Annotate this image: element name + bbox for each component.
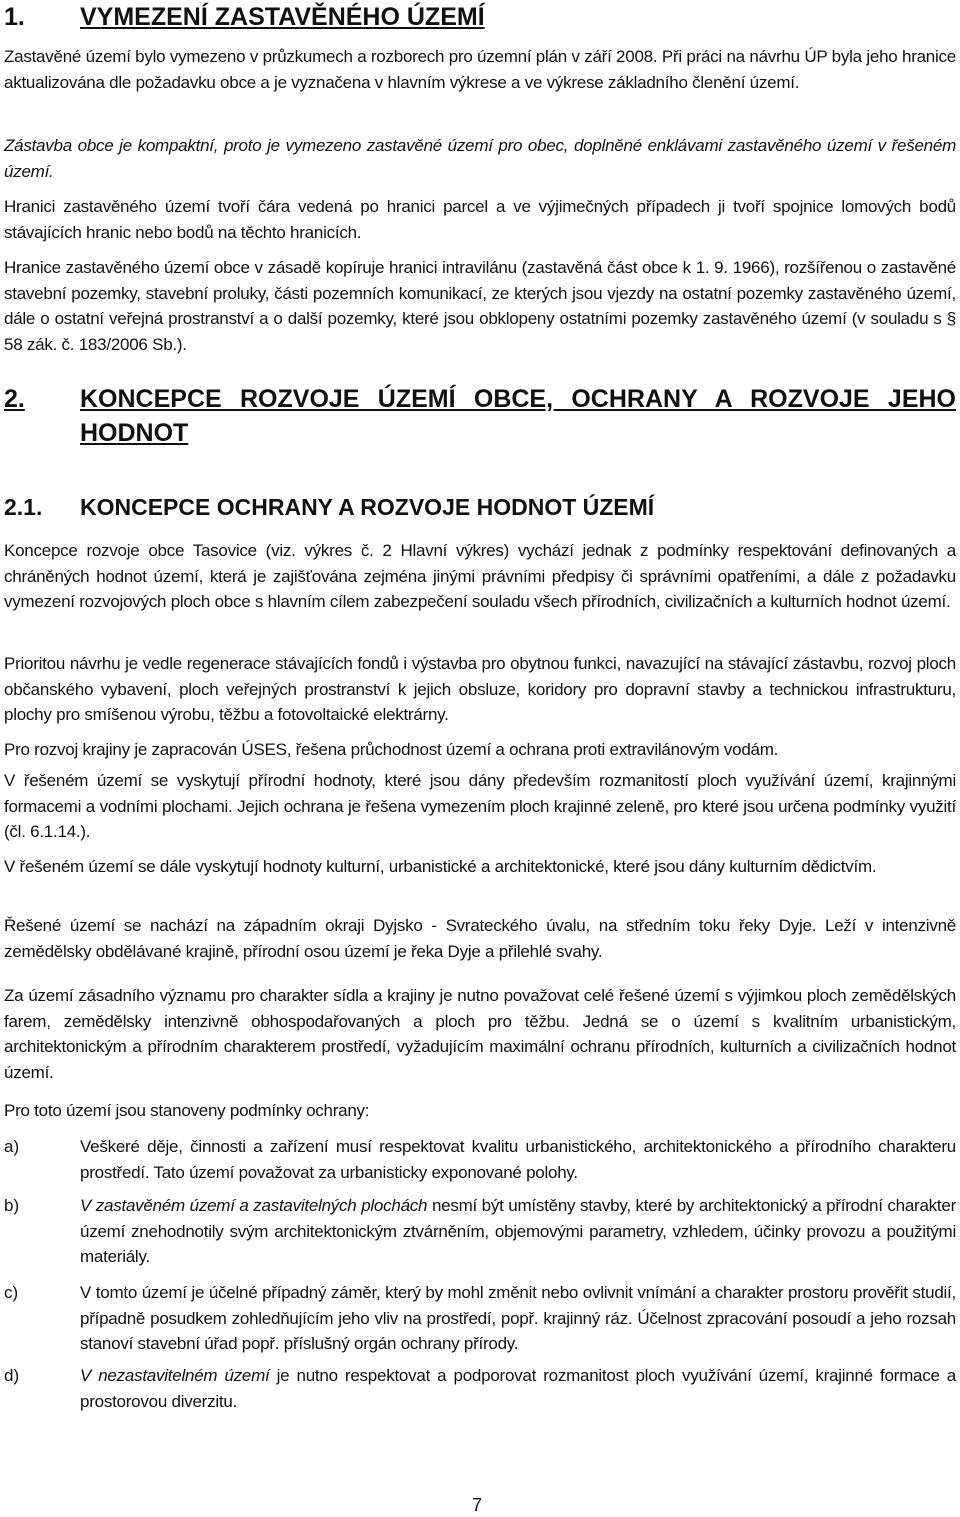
list-marker: b) — [4, 1196, 20, 1215]
list-item-text: V tomto území je účelné případný záměr, který by mohl změnit nebo ovlivnit vnímání a charakter prostoru prověřit studií, případně posudkem zohledňujícím jeho vliv na prostředí, popř. krajinný ráz. Účelnost zpracování posoudí a jeho rozsah stanoví stavební úřad popř. příslušný orgán ochrany přírody. — [80, 1283, 956, 1353]
paragraph: Koncepce rozvoje obce Tasovice (viz. výkres č. 2 Hlavní výkres) vychází jednak z podmínky respektování definovaných a chráněných hodnot území, která je zajišťována zejména jinými právními předpisy či správními opatřeními, a dále z požadavku vymezení rozvojových ploch obce s hlavním cílem zabezpečení souladu všech přírodních, civilizačních a kulturních hodnot území. — [4, 541, 956, 611]
section-1-heading — [4, 2, 485, 32]
list-item-text: Veškeré děje, činnosti a zařízení musí respektovat kvalitu urbanistického, architektonického a přírodního charakteru prostředí. Tato území považovat za urbanisticky exponované polohy. — [80, 1137, 956, 1182]
paragraph: Zastavěné území bylo vymezeno v průzkumech a rozborech pro územní plán v září 2008. Při práci na návrhu ÚP byla jeho hranice aktualizována dle požadavku obce a je vyznačena v hlavním výkrese a ve výkrese základního členění území. — [4, 47, 956, 92]
page-number: 7 — [472, 1495, 483, 1515]
list-item-text: V nezastavitelném území je nutno respektovat a podporovat rozmanitost ploch využívání území, krajinné formace a prostorovou diverzitu. — [80, 1366, 956, 1411]
section-title: VYMEZENÍ ZASTAVĚNÉHO ÚZEMÍ — [80, 3, 485, 31]
paragraph: Pro toto území jsou stanoveny podmínky ochrany: — [4, 1101, 370, 1120]
section-number: 2. — [4, 385, 25, 413]
list-marker: d) — [4, 1366, 20, 1385]
paragraph: V řešeném území se dále vyskytují hodnoty kulturní, urbanistické a architektonické, které jsou dány kulturním dědictvím. — [4, 857, 877, 876]
paragraph: Zástavba obce je kompaktní, proto je vymezeno zastavěné území pro obec, doplněné enklávami zastavěného území v řešeném území. — [4, 136, 956, 181]
list-item-text: V zastavěném území a zastavitelných plochách nesmí být umístěny stavby, které by architektonický a přírodní charakter území znehodnotily svým architektonickým ztvárněním, objemovými parametry, vzhledem, účinky provozu a použitými materiály. — [80, 1196, 957, 1266]
paragraph: Prioritou návrhu je vedle regenerace stávajících fondů i výstavba pro obytnou funkci, navazující na stávající zástavbu, rozvoj ploch občanského vybavení, ploch veřejných prostranství k jejich obsluze, koridory pro dopravní stavby a technickou infrastrukturu, plochy pro smíšenou výrobu, těžbu a fotovoltaické elektrárny. — [4, 654, 956, 724]
section-2-1-heading — [4, 492, 654, 522]
section-number: 1. — [4, 3, 25, 31]
paragraph: V řešeném území se vyskytují přírodní hodnoty, které jsou dány především rozmanitostí ploch využívání území, krajinnými formacemi a vodními plochami. Jejich ochrana je řešena vymezením ploch krajinné zeleně, pro které jsou určena podmínky využití (čl. 6.1.14.). — [4, 771, 956, 841]
paragraph: Hranici zastavěného území tvoří čára vedená po hranici parcel a ve výjimečných případech ji tvoří spojnice lomových bodů stávajících hranic nebo bodů na těchto hranicích. — [4, 197, 956, 242]
list-marker: a) — [4, 1137, 20, 1156]
section-title: KONCEPCE OCHRANY A ROZVOJE HODNOT ÚZEMÍ — [80, 494, 655, 520]
paragraph: Pro rozvoj krajiny je zapracován ÚSES, řešena průchodnost území a ochrana proti extravilánovým vodám. — [4, 740, 779, 759]
list-marker: c) — [4, 1283, 19, 1302]
paragraph: Za území zásadního významu pro charakter sídla a krajiny je nutno považovat celé řešené území s výjimkou ploch zemědělských farem, zemědělsky intenzivně obhospodařovaných a ploch pro těžbu. Jedná se o území s kvalitním urbanistickým, architektonickým a přírodním charakterem prostředí, vyžadujícím maximální ochranu přírodních, kulturních a civilizačních hodnot území. — [4, 986, 956, 1082]
section-number: 2.1. — [4, 494, 43, 520]
paragraph: Řešené území se nachází na západním okraji Dyjsko - Svrateckého úvalu, na středním toku řeky Dyje. Leží v intenzivně zemědělsky obdělávané krajině, přírodní osou území je řeka Dyje a přilehlé svahy. — [4, 916, 956, 961]
section-title: KONCEPCE ROZVOJE ÚZEMÍ OBCE, OCHRANY A ROZVOJE JEHO HODNOT — [80, 385, 956, 447]
paragraph: Hranice zastavěného území obce v zásadě kopíruje hranici intravilánu (zastavěná část obce k 1. 9. 1966), rozšířenou o zastavěné stavební pozemky, stavební proluky, části pozemních komunikací, ze kterých jsou vjezdy na ostatní pozemky zastavěného území, dále o ostatní veřejná prostranství a o další pozemky, které jsou obklopeny ostatními pozemky zastavěného území (v souladu s § 58 zák. č. 183/2006 Sb.). — [4, 258, 956, 354]
